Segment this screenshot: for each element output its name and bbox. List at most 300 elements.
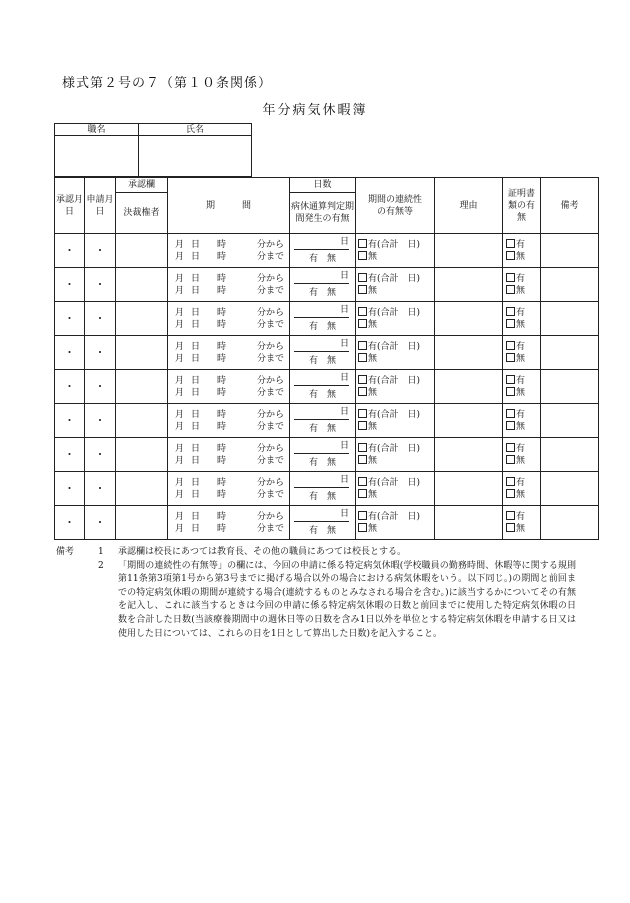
application-date-cell[interactable]: ・ xyxy=(85,404,116,438)
remarks-cell[interactable] xyxy=(541,506,599,540)
continuity-no-option[interactable] xyxy=(358,285,434,297)
continuity-no-option[interactable] xyxy=(358,353,434,365)
continuity-cell xyxy=(356,234,435,268)
days-unit: 日 xyxy=(294,305,349,318)
days-unit: 日 xyxy=(294,509,349,522)
certificate-yes-option[interactable] xyxy=(506,443,540,455)
checkbox-icon[interactable] xyxy=(506,443,515,452)
remarks-cell[interactable] xyxy=(541,268,599,302)
reason-cell[interactable] xyxy=(435,506,503,540)
period-to xyxy=(175,455,289,467)
period-unit: 月 xyxy=(175,251,185,262)
application-date-cell[interactable]: ・ xyxy=(85,302,116,336)
continuity-no-option[interactable] xyxy=(358,421,434,433)
certificate-no-label: 無 xyxy=(516,319,526,330)
checkbox-icon[interactable] xyxy=(358,319,367,328)
period-unit: 日 xyxy=(191,307,201,318)
remarks-header: 備考 xyxy=(541,178,599,234)
period-unit: 日 xyxy=(191,523,201,534)
authority-cell[interactable] xyxy=(116,370,168,404)
certificate-no-option[interactable] xyxy=(506,421,540,433)
period-unit: 分まで xyxy=(257,251,285,262)
period-unit: 時 xyxy=(217,285,227,296)
checkbox-icon[interactable] xyxy=(506,319,515,328)
checkbox-icon[interactable] xyxy=(358,273,367,282)
position-label: 職名 xyxy=(55,124,139,136)
certificate-no-label: 無 xyxy=(516,489,526,500)
checkbox-icon[interactable] xyxy=(358,251,367,260)
checkbox-icon[interactable] xyxy=(358,341,367,350)
period-unit: 分から xyxy=(257,375,285,386)
period-unit: 日 xyxy=(191,421,201,432)
checkbox-icon[interactable] xyxy=(506,375,515,384)
checkbox-icon[interactable] xyxy=(358,375,367,384)
period-unit: 時 xyxy=(217,319,227,330)
checkbox-icon[interactable] xyxy=(506,409,515,418)
leave-row xyxy=(55,438,599,472)
note-text: 承認欄は校長にあつては教育長、その他の職員にあつては校長とする。 xyxy=(118,547,407,557)
period-unit: 分まで xyxy=(257,319,285,330)
approval-date-cell[interactable]: ・ xyxy=(55,438,85,472)
period-unit: 分から xyxy=(257,239,285,250)
certificate-cell xyxy=(503,336,541,370)
period-unit: 月 xyxy=(175,421,185,432)
period-unit: 時 xyxy=(217,251,227,262)
continuity-yes-label: 有(合計 日) xyxy=(368,239,421,250)
continuity-cell xyxy=(356,438,435,472)
continuity-yes-label: 有(合計 日) xyxy=(368,409,421,420)
continuity-no-label: 無 xyxy=(368,387,378,398)
reason-cell[interactable] xyxy=(435,438,503,472)
days-cell[interactable] xyxy=(290,268,356,302)
period-unit: 分まで xyxy=(257,285,285,296)
checkbox-icon[interactable] xyxy=(506,511,515,520)
period-to xyxy=(175,489,289,501)
checkbox-icon[interactable] xyxy=(358,489,367,498)
checkbox-icon[interactable] xyxy=(506,421,515,430)
days-yes-no[interactable]: 有 無 xyxy=(308,526,336,536)
leave-row xyxy=(55,506,599,540)
reason-cell[interactable] xyxy=(435,472,503,506)
reason-cell[interactable] xyxy=(435,234,503,268)
certificate-cell xyxy=(503,370,541,404)
days-cell[interactable] xyxy=(290,370,356,404)
period-unit: 分まで xyxy=(257,421,285,432)
certificate-no-option[interactable] xyxy=(506,523,540,535)
authority-cell[interactable] xyxy=(116,438,168,472)
certificate-yes-option[interactable] xyxy=(506,273,540,285)
period-to xyxy=(175,387,289,399)
days-yes-no[interactable]: 有 無 xyxy=(308,288,336,298)
remarks-cell[interactable] xyxy=(541,438,599,472)
application-date-cell[interactable]: ・ xyxy=(85,336,116,370)
authority-cell[interactable] xyxy=(116,506,168,540)
authority-cell[interactable] xyxy=(116,336,168,370)
days-cell[interactable] xyxy=(290,438,356,472)
remarks-cell[interactable] xyxy=(541,370,599,404)
certificate-no-label: 無 xyxy=(516,523,526,534)
period-unit: 月 xyxy=(175,387,185,398)
approval-date-cell[interactable]: ・ xyxy=(55,234,85,268)
certificate-yes-option[interactable] xyxy=(506,341,540,353)
days-unit: 日 xyxy=(294,441,349,454)
checkbox-icon[interactable] xyxy=(506,353,515,362)
approval-date-cell[interactable]: ・ xyxy=(55,302,85,336)
continuity-no-label: 無 xyxy=(368,285,378,296)
period-unit: 時 xyxy=(217,353,227,364)
period-unit: 日 xyxy=(191,319,201,330)
period-unit: 日 xyxy=(191,273,201,284)
sick-leave-table xyxy=(54,177,599,540)
authority-cell[interactable] xyxy=(116,302,168,336)
checkbox-icon[interactable] xyxy=(506,273,515,282)
remarks-cell[interactable] xyxy=(541,302,599,336)
application-date-cell[interactable]: ・ xyxy=(85,268,116,302)
days-cell[interactable] xyxy=(290,472,356,506)
remarks-cell[interactable] xyxy=(541,404,599,438)
leave-rows xyxy=(55,234,599,540)
period-unit: 時 xyxy=(217,307,227,318)
days-yes-no[interactable]: 有 無 xyxy=(308,390,336,400)
application-date-header: 申請月日 xyxy=(85,178,116,234)
continuity-cell xyxy=(356,506,435,540)
period-cell[interactable] xyxy=(168,302,290,336)
continuity-no-label: 無 xyxy=(368,421,378,432)
application-date-cell[interactable]: ・ xyxy=(85,472,116,506)
approval-date-cell[interactable]: ・ xyxy=(55,472,85,506)
period-unit: 日 xyxy=(191,375,201,386)
period-unit: 月 xyxy=(175,455,185,466)
checkbox-icon[interactable] xyxy=(358,477,367,486)
period-unit: 月 xyxy=(175,319,185,330)
application-date-cell[interactable]: ・ xyxy=(85,506,116,540)
period-unit: 分まで xyxy=(257,387,285,398)
period-to xyxy=(175,319,289,331)
continuity-yes-option[interactable] xyxy=(358,477,434,489)
continuity-no-label: 無 xyxy=(368,489,378,500)
period-unit: 時 xyxy=(217,239,227,250)
checkbox-icon[interactable] xyxy=(358,455,367,464)
certificate-header: 証明書類の有無 xyxy=(503,178,541,234)
days-yes-no[interactable]: 有 無 xyxy=(308,356,336,366)
approval-field-header: 承認欄 xyxy=(116,178,168,193)
continuity-no-label: 無 xyxy=(368,455,378,466)
checkbox-icon[interactable] xyxy=(358,387,367,396)
period-from xyxy=(175,511,289,523)
days-cell[interactable] xyxy=(290,234,356,268)
period-cell[interactable] xyxy=(168,336,290,370)
period-unit: 日 xyxy=(191,443,201,454)
period-unit: 月 xyxy=(175,443,185,454)
note-number: 2 xyxy=(98,560,104,571)
certificate-yes-option[interactable] xyxy=(506,239,540,251)
note-text: 「期間の連続性の有無等」の欄には、今回の申請に係る特定病気休暇(学校職員の勤務時間、休暇等に関する規則第11条第3項第1号から第3号までに掲げる場合以外の場合における病気休暇をいう。以下同じ。)の期間と前回までの特定病気休暇の期間が連続する場合(連続するものとみなされる場合を含む。)に該当するかについてその有無を記入し、これに該当するときは今回の申請に係る特定病気休暇の日数と前回までに使用した特定病気休暇の日数を合計した日数(当該療養期間中の週休日等の日数を含み1日以外を単位とする特定病気休暇を申請する日又は使用した日については、これらの日を1日として算出した日数)を記入すること。 xyxy=(118,560,576,639)
continuity-yes-option[interactable] xyxy=(358,273,434,285)
continuity-yes-option[interactable] xyxy=(358,443,434,455)
continuity-yes-option[interactable] xyxy=(358,375,434,387)
remarks-cell[interactable] xyxy=(541,336,599,370)
approval-date-cell[interactable]: ・ xyxy=(55,370,85,404)
notes xyxy=(56,546,576,641)
continuity-no-label: 無 xyxy=(368,251,378,262)
continuity-yes-option[interactable] xyxy=(358,239,434,251)
certificate-cell xyxy=(503,404,541,438)
period-unit: 日 xyxy=(191,489,201,500)
checkbox-icon[interactable] xyxy=(506,251,515,260)
period-to xyxy=(175,285,289,297)
period-unit: 日 xyxy=(191,239,201,250)
note-number: 1 xyxy=(98,547,104,557)
position-field[interactable] xyxy=(55,136,139,177)
certificate-no-label: 無 xyxy=(516,353,526,364)
period-unit: 月 xyxy=(175,375,185,386)
certificate-cell xyxy=(503,302,541,336)
period-from xyxy=(175,273,289,285)
period-unit: 分から xyxy=(257,409,285,420)
name-field[interactable] xyxy=(139,136,252,177)
checkbox-icon[interactable] xyxy=(506,387,515,396)
leave-row xyxy=(55,370,599,404)
application-date-cell[interactable]: ・ xyxy=(85,234,116,268)
authority-cell[interactable] xyxy=(116,472,168,506)
continuity-yes-label: 有(合計 日) xyxy=(368,375,421,386)
period-unit: 日 xyxy=(191,409,201,420)
period-unit: 分まで xyxy=(257,353,285,364)
period-from xyxy=(175,307,289,319)
period-unit: 日 xyxy=(191,285,201,296)
certificate-yes-label: 有 xyxy=(516,375,526,386)
period-unit: 時 xyxy=(217,511,227,522)
period-to xyxy=(175,523,289,535)
period-from xyxy=(175,375,289,387)
period-unit: 時 xyxy=(217,489,227,500)
approval-date-header: 承認月日 xyxy=(55,178,85,234)
authority-cell[interactable] xyxy=(116,404,168,438)
period-cell[interactable] xyxy=(168,506,290,540)
certificate-cell xyxy=(503,438,541,472)
approval-date-cell[interactable]: ・ xyxy=(55,506,85,540)
days-unit: 日 xyxy=(294,237,349,250)
period-unit: 月 xyxy=(175,511,185,522)
checkbox-icon[interactable] xyxy=(358,421,367,430)
period-unit: 日 xyxy=(191,455,201,466)
period-unit: 日 xyxy=(191,511,201,522)
certificate-yes-label: 有 xyxy=(516,307,526,318)
certificate-no-option[interactable] xyxy=(506,455,540,467)
checkbox-icon[interactable] xyxy=(358,353,367,362)
approval-date-cell[interactable]: ・ xyxy=(55,268,85,302)
reason-cell[interactable] xyxy=(435,336,503,370)
days-unit: 日 xyxy=(294,373,349,386)
certificate-no-option[interactable] xyxy=(506,387,540,399)
period-unit: 月 xyxy=(175,273,185,284)
certificate-no-label: 無 xyxy=(516,387,526,398)
leave-row xyxy=(55,302,599,336)
form-number: 様式第２号の７（第１０条関係） xyxy=(62,76,273,91)
continuity-cell xyxy=(356,302,435,336)
checkbox-icon[interactable] xyxy=(358,285,367,294)
leave-row xyxy=(55,234,599,268)
certificate-no-option[interactable] xyxy=(506,353,540,365)
continuity-cell xyxy=(356,472,435,506)
continuity-no-option[interactable] xyxy=(358,455,434,467)
period-from xyxy=(175,409,289,421)
period-unit: 時 xyxy=(217,443,227,454)
certificate-yes-option[interactable] xyxy=(506,375,540,387)
days-header: 日数 xyxy=(290,178,356,193)
period-unit: 時 xyxy=(217,477,227,488)
certificate-no-option[interactable] xyxy=(506,285,540,297)
certificate-yes-label: 有 xyxy=(516,341,526,352)
certificate-cell xyxy=(503,234,541,268)
period-from xyxy=(175,239,289,251)
certificate-cell xyxy=(503,506,541,540)
period-cell[interactable] xyxy=(168,472,290,506)
continuity-yes-option[interactable] xyxy=(358,409,434,421)
days-cell[interactable] xyxy=(290,302,356,336)
period-unit: 時 xyxy=(217,375,227,386)
period-unit: 時 xyxy=(217,455,227,466)
continuity-cell xyxy=(356,370,435,404)
reason-header: 理由 xyxy=(435,178,503,234)
remarks-cell[interactable] xyxy=(541,234,599,268)
continuity-yes-label: 有(合計 日) xyxy=(368,273,421,284)
period-cell[interactable] xyxy=(168,404,290,438)
certificate-yes-option[interactable] xyxy=(506,409,540,421)
days-yes-no[interactable]: 有 無 xyxy=(308,254,336,264)
period-cell[interactable] xyxy=(168,370,290,404)
period-cell[interactable] xyxy=(168,268,290,302)
certificate-yes-option[interactable] xyxy=(506,307,540,319)
days-unit: 日 xyxy=(294,407,349,420)
period-unit: 時 xyxy=(217,523,227,534)
notes-label: 備考 xyxy=(56,547,75,557)
checkbox-icon[interactable] xyxy=(358,307,367,316)
remarks-cell[interactable] xyxy=(541,472,599,506)
period-unit: 分から xyxy=(257,443,285,454)
reason-cell[interactable] xyxy=(435,302,503,336)
checkbox-icon[interactable] xyxy=(358,523,367,532)
period-unit: 月 xyxy=(175,341,185,352)
continuity-no-label: 無 xyxy=(368,353,378,364)
days-unit: 日 xyxy=(294,475,349,488)
checkbox-icon[interactable] xyxy=(506,285,515,294)
period-unit: 日 xyxy=(191,251,201,262)
certificate-no-label: 無 xyxy=(516,285,526,296)
period-to xyxy=(175,421,289,433)
certificate-yes-option[interactable] xyxy=(506,477,540,489)
certificate-no-option[interactable] xyxy=(506,251,540,263)
days-yes-no[interactable]: 有 無 xyxy=(308,424,336,434)
reason-cell[interactable] xyxy=(435,268,503,302)
certificate-no-option[interactable] xyxy=(506,489,540,501)
checkbox-icon[interactable] xyxy=(358,239,367,248)
continuity-no-option[interactable] xyxy=(358,523,434,535)
approval-date-cell[interactable]: ・ xyxy=(55,336,85,370)
certificate-yes-label: 有 xyxy=(516,409,526,420)
certificate-no-label: 無 xyxy=(516,455,526,466)
certificate-no-label: 無 xyxy=(516,421,526,432)
period-unit: 分から xyxy=(257,273,285,284)
period-unit: 分まで xyxy=(257,523,285,534)
checkbox-icon[interactable] xyxy=(506,239,515,248)
continuity-no-option[interactable] xyxy=(358,489,434,501)
checkbox-icon[interactable] xyxy=(358,511,367,520)
days-cell[interactable] xyxy=(290,506,356,540)
certificate-yes-label: 有 xyxy=(516,443,526,454)
period-unit: 日 xyxy=(191,387,201,398)
certificate-cell xyxy=(503,472,541,506)
checkbox-icon[interactable] xyxy=(358,409,367,418)
continuity-yes-label: 有(合計 日) xyxy=(368,307,421,318)
continuity-no-option[interactable] xyxy=(358,387,434,399)
days-yes-no[interactable]: 有 無 xyxy=(308,458,336,468)
period-unit: 日 xyxy=(191,341,201,352)
period-unit: 月 xyxy=(175,307,185,318)
continuity-yes-option[interactable] xyxy=(358,341,434,353)
days-yes-no[interactable]: 有 無 xyxy=(308,492,336,502)
approval-date-cell[interactable]: ・ xyxy=(55,404,85,438)
certificate-yes-label: 有 xyxy=(516,239,526,250)
checkbox-icon[interactable] xyxy=(506,341,515,350)
certificate-yes-label: 有 xyxy=(516,511,526,522)
continuity-no-option[interactable] xyxy=(358,251,434,263)
continuity-yes-option[interactable] xyxy=(358,307,434,319)
continuity-yes-label: 有(合計 日) xyxy=(368,477,421,488)
authority-cell[interactable] xyxy=(116,234,168,268)
period-unit: 分から xyxy=(257,341,285,352)
period-to xyxy=(175,353,289,365)
period-cell[interactable] xyxy=(168,438,290,472)
continuity-yes-option[interactable] xyxy=(358,511,434,523)
name-label: 氏名 xyxy=(139,124,252,136)
period-to xyxy=(175,251,289,263)
checkbox-icon[interactable] xyxy=(506,523,515,532)
continuity-yes-label: 有(合計 日) xyxy=(368,511,421,522)
continuity-cell xyxy=(356,268,435,302)
leave-row xyxy=(55,404,599,438)
period-unit: 時 xyxy=(217,409,227,420)
checkbox-icon[interactable] xyxy=(506,477,515,486)
certificate-no-label: 無 xyxy=(516,251,526,262)
days-yes-no[interactable]: 有 無 xyxy=(308,322,336,332)
certificate-no-option[interactable] xyxy=(506,319,540,331)
period-unit: 月 xyxy=(175,409,185,420)
period-cell[interactable] xyxy=(168,234,290,268)
decision-authority-header: 決裁権者 xyxy=(116,193,168,234)
certificate-yes-label: 有 xyxy=(516,273,526,284)
checkbox-icon[interactable] xyxy=(358,443,367,452)
checkbox-icon[interactable] xyxy=(506,489,515,498)
certificate-yes-option[interactable] xyxy=(506,511,540,523)
days-cell[interactable] xyxy=(290,336,356,370)
leave-row xyxy=(55,268,599,302)
checkbox-icon[interactable] xyxy=(506,455,515,464)
continuity-no-option[interactable] xyxy=(358,319,434,331)
period-from xyxy=(175,341,289,353)
reason-cell[interactable] xyxy=(435,370,503,404)
checkbox-icon[interactable] xyxy=(506,307,515,316)
period-unit: 月 xyxy=(175,489,185,500)
days-cell[interactable] xyxy=(290,404,356,438)
reason-cell[interactable] xyxy=(435,404,503,438)
application-date-cell[interactable]: ・ xyxy=(85,370,116,404)
days-unit: 日 xyxy=(294,339,349,352)
period-unit: 分から xyxy=(257,511,285,522)
period-unit: 月 xyxy=(175,239,185,250)
application-date-cell[interactable]: ・ xyxy=(85,438,116,472)
authority-cell[interactable] xyxy=(116,268,168,302)
